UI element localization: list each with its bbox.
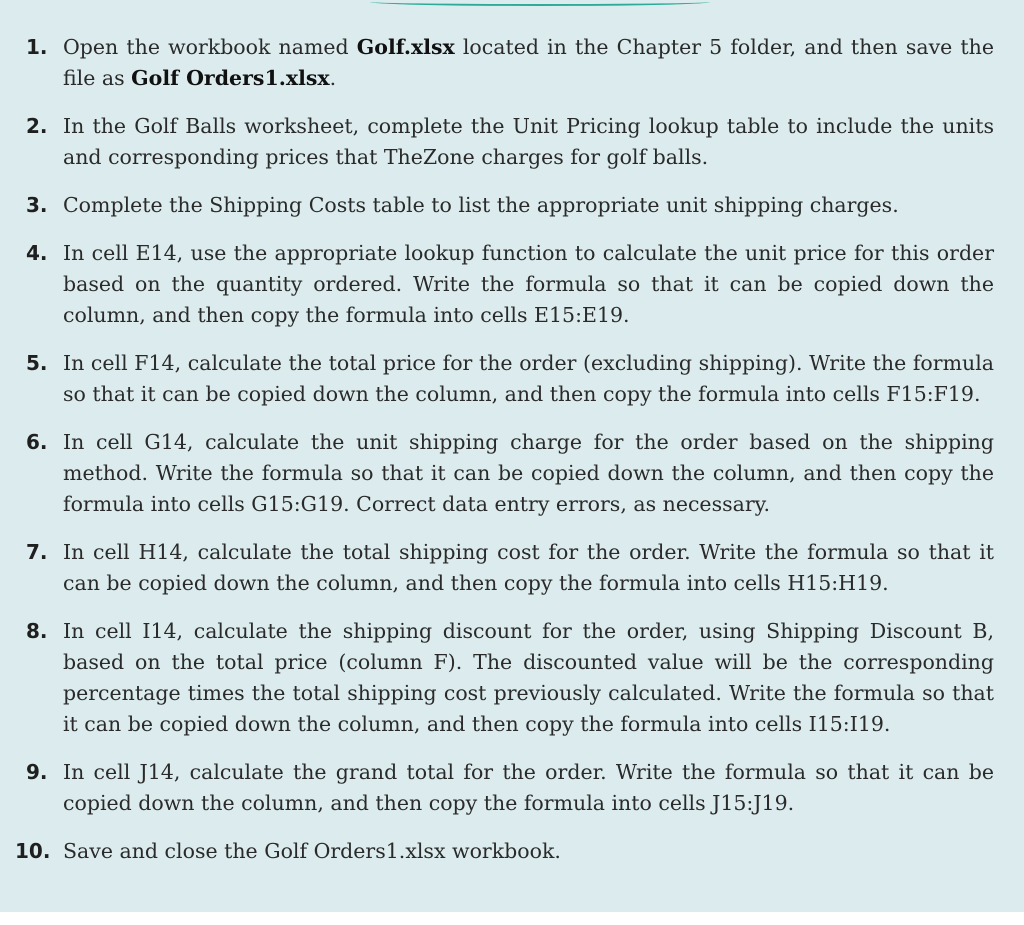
step-text: Save and close the Golf Orders1.xlsx workbook. (63, 839, 561, 863)
step-text: In cell E14, use the appropriate lookup function to calculate the unit price for this order based on the quantity ordered. Write the formula so that it can be copied down the column, and then copy the formula into cells E15:E19. (63, 241, 994, 327)
step-number: 3. (26, 193, 48, 217)
step-3 (0, 190, 1024, 221)
step-number: 9. (26, 760, 48, 784)
step-text: In cell J14, calculate the grand total for the order. Write the formula so that it can be copied down the column, and then copy the formula into cells J15:J19. (63, 760, 994, 815)
step-number: 1. (26, 35, 48, 59)
step-text: In cell H14, calculate the total shipping cost for the order. Write the formula so that it can be copied down the column, and then copy the formula into cells H15:H19. (63, 540, 994, 595)
filename-golf-orders: Golf Orders1.xlsx (131, 66, 330, 90)
step-5 (0, 348, 1024, 410)
step-text: located in the Chapter 5 folder, and then save the file as (63, 35, 994, 90)
decorative-arc (370, 0, 710, 6)
step-7 (0, 537, 1024, 599)
step-9 (0, 757, 1024, 819)
step-4 (0, 238, 1024, 331)
step-text: In the Golf Balls worksheet, complete the Unit Pricing lookup table to include the units and corresponding prices that TheZone charges for golf balls. (63, 114, 994, 169)
step-2 (0, 111, 1024, 173)
step-text: In cell G14, calculate the unit shipping charge for the order based on the shipping method. Write the formula so that it can be copied down the column, and then copy the formula into cells G15:G19. Correct data entry errors, as necessary. (63, 430, 994, 516)
step-number: 10. (15, 839, 51, 863)
step-number: 2. (26, 114, 48, 138)
instruction-list (0, 32, 1024, 884)
step-number: 4. (26, 241, 48, 265)
step-text: Open the workbook named (63, 35, 357, 59)
step-text: In cell I14, calculate the shipping discount for the order, using Shipping Discount B, based on the total price (column F). The discounted value will be the corresponding percentage times the total shipping cost previously calculated. Write the formula so that it can be copied down the column, and then copy the formula into cells I15:I19. (63, 619, 994, 736)
step-1 (0, 32, 1024, 94)
step-text: Complete the Shipping Costs table to list the appropriate unit shipping charges. (63, 193, 899, 217)
step-10 (0, 836, 1024, 867)
step-number: 8. (26, 619, 48, 643)
step-text: . (329, 66, 337, 90)
step-8 (0, 616, 1024, 740)
step-number: 5. (26, 351, 48, 375)
step-6 (0, 427, 1024, 520)
step-text: In cell F14, calculate the total price for the order (excluding shipping). Write the formula so that it can be copied down the column, and then copy the formula into cells F15:F19. (63, 351, 994, 406)
step-number: 7. (26, 540, 48, 564)
step-number: 6. (26, 430, 48, 454)
filename-golf: Golf.xlsx (356, 35, 455, 59)
